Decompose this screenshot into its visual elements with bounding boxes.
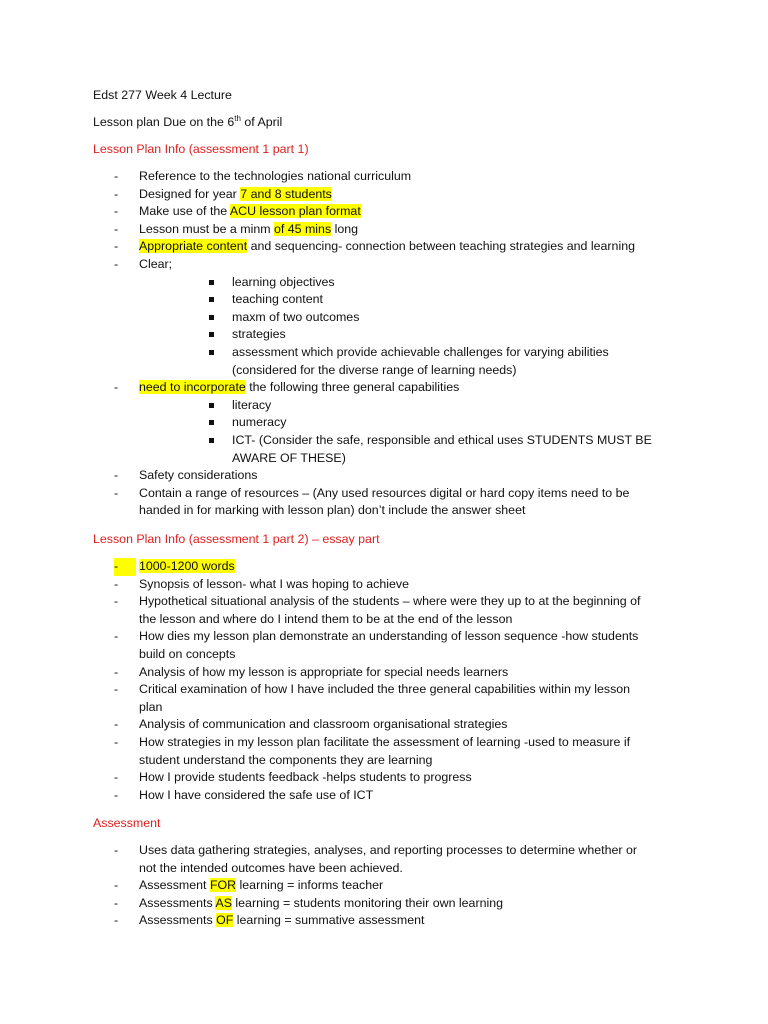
dash-marker: - [114, 239, 119, 254]
dash-marker: - [114, 843, 119, 857]
sub-list-item-text: learning objectives [232, 274, 335, 289]
dash-marker: - [114, 468, 119, 483]
list-item-text: the lesson and where do I intend them to be at the end of the lesson [139, 611, 513, 626]
list-item-text: Clear; [139, 257, 173, 271]
dash-marker: - [114, 485, 119, 500]
list-item-text: Contain a range of resources – (Any used resources digital or hard copy items need to be [139, 485, 630, 500]
highlight: need to incorporate [139, 380, 246, 395]
square-bullet-icon [209, 403, 214, 408]
section2-heading: Lesson Plan Info (assessment 1 part 2) – essay part [93, 532, 380, 546]
section1-heading: Lesson Plan Info (assessment 1 part 1) [93, 142, 309, 156]
dash-marker: - [114, 380, 119, 395]
highlight: Appropriate content [139, 239, 248, 254]
list-item-text: Lesson must be a minm of 45 mins long [139, 221, 359, 236]
dash-marker: - [114, 878, 119, 893]
square-bullet-icon [209, 297, 214, 302]
list-item-text: Designed for year 7 and 8 students [139, 186, 332, 201]
list-item-text: not the intended outcomes have been achieved. [139, 860, 403, 875]
list-item-text: Analysis of how my lesson is appropriate for special needs learners [139, 664, 509, 679]
due-date-suffix: of April [240, 115, 283, 129]
dash-marker: - [114, 787, 119, 802]
square-bullet-icon [209, 438, 214, 443]
sub-list-item-text: teaching content [232, 292, 323, 307]
list-item-text: Reference to the technologies national curriculum [139, 169, 412, 183]
highlight: OF [216, 913, 234, 928]
highlight: 1000-1200 words [139, 559, 235, 573]
list-item-text: How strategies in my lesson plan facilitate the assessment of learning -used to measure if [139, 735, 631, 749]
list-item-text: Critical examination of how I have included the three general capabilities within my lesson [139, 682, 631, 697]
due-date-superscript: th [234, 114, 241, 123]
document-title: Edst 277 Week 4 Lecture [93, 88, 232, 102]
sub-list-item-text: assessment which provide achievable challenges for varying abilities [232, 345, 609, 359]
highlight: of 45 mins [273, 221, 332, 236]
dash-marker: - [114, 257, 119, 271]
highlight: ACU lesson plan format [229, 204, 361, 219]
dash-marker: - [114, 629, 119, 644]
list-item-text: student understand the components they are learning [139, 752, 433, 767]
list-item-text: How dies my lesson plan demonstrate an understanding of lesson sequence -how students [139, 629, 639, 644]
sub-list-item-text: (considered for the diverse range of learning needs) [232, 362, 517, 377]
sub-list-item-text: strategies [232, 327, 286, 342]
highlight: 7 and 8 students [240, 186, 332, 201]
sub-list-item-text: literacy [232, 397, 272, 412]
list-item-text: Assessments AS learning = students monitoring their own learning [139, 895, 504, 910]
list-item-text: Hypothetical situational analysis of the students – where were they up to at the beginning of [139, 594, 641, 609]
list-item-text: How I provide students feedback -helps students to progress [139, 770, 472, 785]
dash-marker: - [114, 717, 119, 732]
sub-list-item-text: ICT- (Consider the safe, responsible and ethical uses STUDENTS MUST BE [232, 433, 652, 447]
section3-heading: Assessment [93, 816, 161, 830]
list-item-text: Appropriate content and sequencing- connection between teaching strategies and learning [139, 239, 635, 254]
list-item-text: Assessments OF learning = summative assessment [139, 913, 425, 928]
due-date-prefix: Lesson plan Due on the 6 [93, 115, 235, 129]
dash-marker: - [114, 221, 119, 236]
list-item-text: Uses data gathering strategies, analyses, and reporting processes to determine whether or [139, 843, 637, 857]
list-item-text: How I have considered the safe use of ICT [139, 787, 374, 802]
square-bullet-icon [209, 315, 214, 320]
dash-marker: - [114, 576, 119, 591]
list-item-text: Make use of the ACU lesson plan format [139, 204, 361, 219]
sub-list-item-text: maxm of two outcomes [232, 309, 360, 324]
list-item-text: Synopsis of lesson- what I was hoping to achieve [139, 576, 409, 591]
dash-marker: - [114, 895, 119, 910]
list-item-text: Analysis of communication and classroom organisational strategies [139, 717, 508, 732]
highlight: AS [215, 895, 232, 910]
dash-marker: - [114, 770, 119, 785]
list-item-text: build on concepts [139, 647, 236, 661]
dash-marker: - [114, 913, 119, 928]
square-bullet-icon [209, 280, 214, 285]
sub-list-item-text: numeracy [232, 415, 287, 430]
list-item-text: Assessment FOR learning = informs teacher [139, 878, 384, 893]
square-bullet-icon [209, 420, 214, 425]
list-item-text: need to incorporate the following three general capabilities [139, 380, 460, 395]
square-bullet-icon [209, 332, 214, 337]
square-bullet-icon [209, 350, 214, 355]
list-item-text: plan [139, 699, 163, 714]
dash-marker: - [114, 682, 119, 697]
due-date-line [93, 114, 282, 131]
dash-marker: - [114, 664, 119, 679]
dash-marker: - [114, 594, 119, 609]
dash-marker: - [114, 735, 119, 749]
dash-marker: - [114, 204, 119, 219]
list-item-text: handed in for marking with lesson plan) don’t include the answer sheet [139, 503, 526, 518]
dash-marker: - [114, 186, 119, 201]
dash-marker: - [114, 558, 136, 576]
highlight: FOR [209, 878, 237, 893]
list-item-text: Safety considerations [139, 468, 258, 483]
list-item-text [139, 558, 235, 576]
sub-list-item-text: AWARE OF THESE) [232, 450, 346, 465]
dash-marker: - [114, 169, 119, 183]
